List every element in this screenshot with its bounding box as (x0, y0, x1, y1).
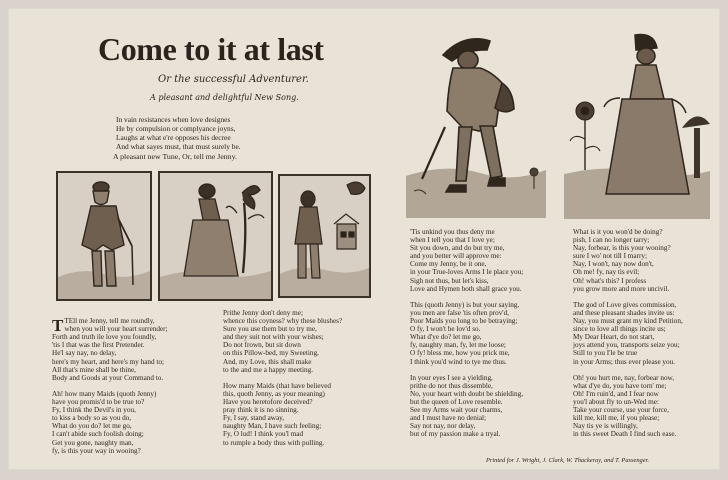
broadside-sheet (8, 8, 720, 470)
woodcut-cavalier-figure-icon (406, 25, 546, 218)
lady-with-flower-icon (564, 25, 710, 219)
intro-line: In vain resistances when love designes (116, 115, 231, 124)
ballad-description: A pleasant and delightful New Song. (150, 93, 299, 102)
cavalier-figure-icon (406, 25, 546, 218)
verse-text: TEll me Jenny, tell me roundly, when you will your heart surrender; Forth and truth ile love you foundly, 'tis I that was the first Pretender. He'l say nay, no delay, here's my heart, and here's my hand to; All that's mine shall be thine, Body and Goods at your Command to. Ah! how many Maids (quoth Jenny) have you promis'd to be true to? Fy, I think the Devil's in you, to kiss a body so as you do, What do you do? let me go, I can't abide such foolish doing; Get you gone, naughty man, fy, is this your way in wooing? (52, 317, 168, 455)
woodcut-lady-with-flower-icon (564, 25, 710, 219)
verse-column-2: Prithe Jenny don't deny me; whence this coyness? why these blushes? Sure you use them but to try me, and they suit not with your wishes; Do not frown, but sit down on this Pillow-bed, my Sweeting, And, my Love, this shall make to the and me a happy meeting. How many Maids (that have believed this, quoth Jenny, as your meaning) Have you heretofore deceived? pray think it is no sinning. Fy, I say, stand away, naughty Man, I have such feeling; Fy, O lud! I think you'l mad to rumple a body thus with pulling. (223, 309, 343, 447)
verse-column-1 (52, 309, 208, 458)
intro-verse (116, 115, 326, 151)
ballad-subtitle: Or the successful Adventurer. (158, 74, 309, 85)
drop-cap: T (52, 316, 64, 336)
ballad-title: Come to it at last (98, 31, 324, 67)
woodcut-lady-with-tree-icon (158, 171, 273, 301)
verse-column-4: What is it you won'd be doing? pish, I can no longer tarry; Nay, forbear, is this your wooing? sure I wo' not till I marry; Nay, I won't, nay now don't, Oh me! fy, nay tis evil; Oh! what's this? I profess you grow more and more uncivil. The god of Love gives commission, and these pleasant shades invite us: Nay, you must grant my kind Petition, since to love all things incite us; My Dear Heart, do not start, joys attend you, transports seize you; Still to you I'le be true in your Arms; thus ever please you. Oh! you hurt me, nay, forbear now, what d'ye do, you have torn' me; Oh! I'm ruin'd, and I fear now you'l about fly to un-Wed me: Take your course, use your force, kill me, kill me, if you please; Nay tis ye is willingly, in this sweet Death I find such ease. (573, 228, 683, 439)
gentleman-figure-icon (280, 176, 369, 296)
man-figure-icon (58, 173, 150, 299)
intro-line: He by compulsion or complyance joyns, (116, 124, 236, 133)
imprint: Printed for J. Wright, J. Clark, W. Thackeray, and T. Passenger. (486, 457, 649, 464)
intro-line: Laughs at what e're opposes his decree (116, 133, 231, 142)
woodcut-gentleman-figure-icon (278, 174, 371, 298)
intro-line: And what sayes must, that must surely be. (116, 142, 241, 151)
woodcut-man-figure-icon (56, 171, 152, 301)
verse-column-3: 'Tis unkind you thus deny me when I tell you that I love ye; Sit you down, and do but try me, and you better will approve me: Come my Jenny, be it one, in your True-loves Arms I le place you; Sigh not thus, but let's kiss, Love and Hymen both shall grace you. This (quoth Jenny) is but your saying, you men are false 'tis often prov'd, Poor Maids you long to be betraying; O fy, I won't be lov'd so. What d'ye do? let me go, fy, naughty man, fy, let me loose; O fy! bless me, how you prick me, I think you'd wind to tye me thus. In your eyes I see a yielding, prithe do not thus dissemble, No, your heart with doubt be shielding, but the queen of Love resemble. See my Arms wait your charms, and I must have no denial; Say not nay, nor delay, but of my passion make a tryal. (410, 228, 524, 439)
tune-line: A pleasant new Tune, Or, tell me Jenny. (113, 152, 237, 161)
lady-with-tree-icon (160, 173, 271, 299)
